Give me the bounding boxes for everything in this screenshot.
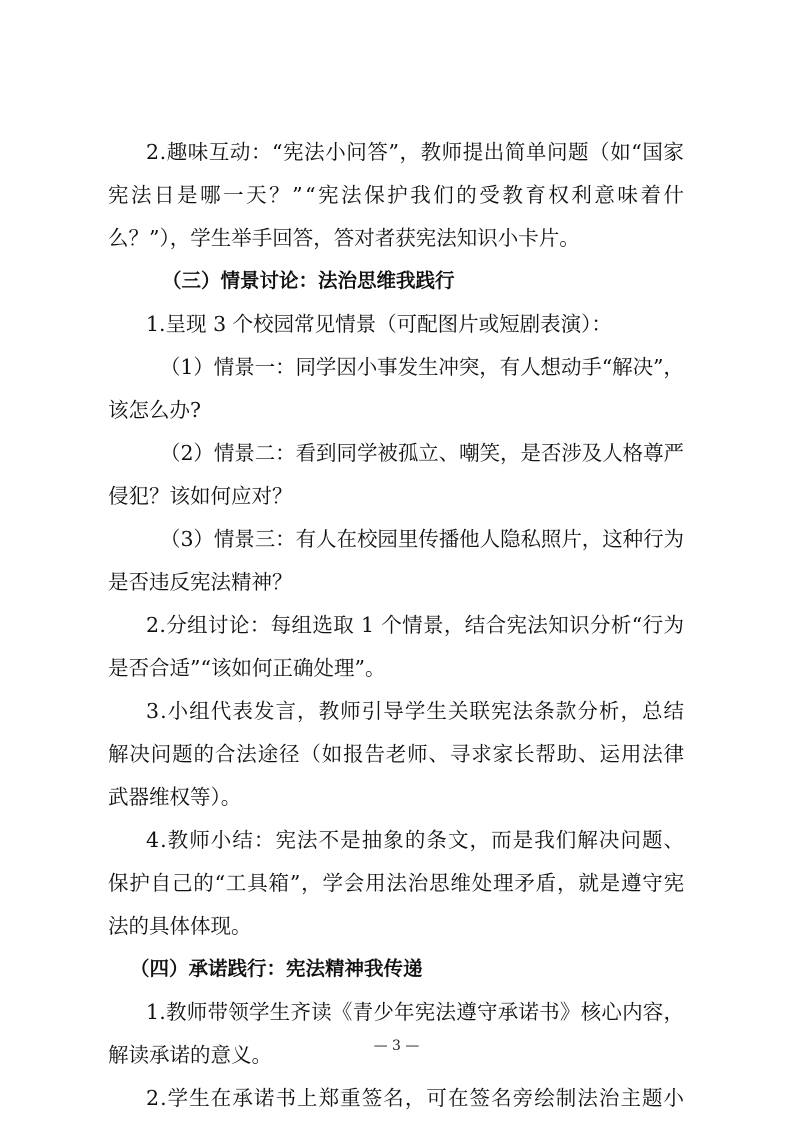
paragraph-line: 宪法日是哪一天？”“宪法保护我们的受教育权利意味着什 [108, 183, 687, 207]
paragraph-line: 解读承诺的意义。 [108, 1043, 272, 1067]
paragraph-line: 侵犯？该如何应对？ [108, 484, 293, 508]
paragraph-line: 3.小组代表发言，教师引导学生关联宪法条款分析，总结 [146, 699, 686, 723]
paragraph-line: 1.教师带领学生齐读《青少年宪法遵守承诺书》核心内容， [146, 1000, 685, 1024]
paragraph-line: 武器维权等）。 [108, 785, 242, 809]
paragraph-line: 该怎么办? [108, 398, 201, 422]
paragraph-line: 是否合适”“该如何正确处理”。 [108, 656, 386, 680]
section-heading: （四）承诺践行：宪法精神我传递 [130, 957, 423, 980]
section-heading: （三）情景讨论：法治思维我践行 [162, 269, 455, 292]
paragraph-line: 4.教师小结：宪法不是抽象的条文，而是我们解决问题、 [146, 828, 686, 852]
paragraph-line: 解决问题的合法途径（如报告老师、寻求家长帮助、运用法律 [108, 742, 685, 766]
paragraph-line: 2.趣味互动：“宪法小问答”，教师提出简单问题（如“国家 [146, 140, 685, 164]
paragraph-line: 保护自己的“工具箱”，学会用法治思维处理矛盾，就是遵守宪 [108, 871, 685, 895]
paragraph-line: （1）情景一：同学因小事发生冲突，有人想动手“解决”， [160, 355, 684, 379]
paragraph-line: 2.学生在承诺书上郑重签名，可在签名旁绘制法治主题小 [146, 1086, 686, 1110]
paragraph-line: 是否违反宪法精神？ [108, 570, 293, 594]
paragraph-line: 2.分组讨论：每组选取 1 个情景，结合宪法知识分析“行为 [146, 613, 685, 637]
paragraph-line: 法的具体体现。 [108, 914, 252, 938]
paragraph-line: （3）情景三：有人在校园里传播他人隐私照片，这种行为 [160, 527, 684, 551]
paragraph-line: 么？”），学生举手回答，答对者获宪法知识小卡片。 [108, 226, 580, 250]
paragraph-line: 1.呈现 3 个校园常见情景（可配图片或短剧表演）： [146, 312, 612, 336]
page-number: — 3 — [373, 1038, 420, 1054]
paragraph-line: （2）情景二：看到同学被孤立、嘲笑，是否涉及人格尊严 [160, 441, 684, 465]
